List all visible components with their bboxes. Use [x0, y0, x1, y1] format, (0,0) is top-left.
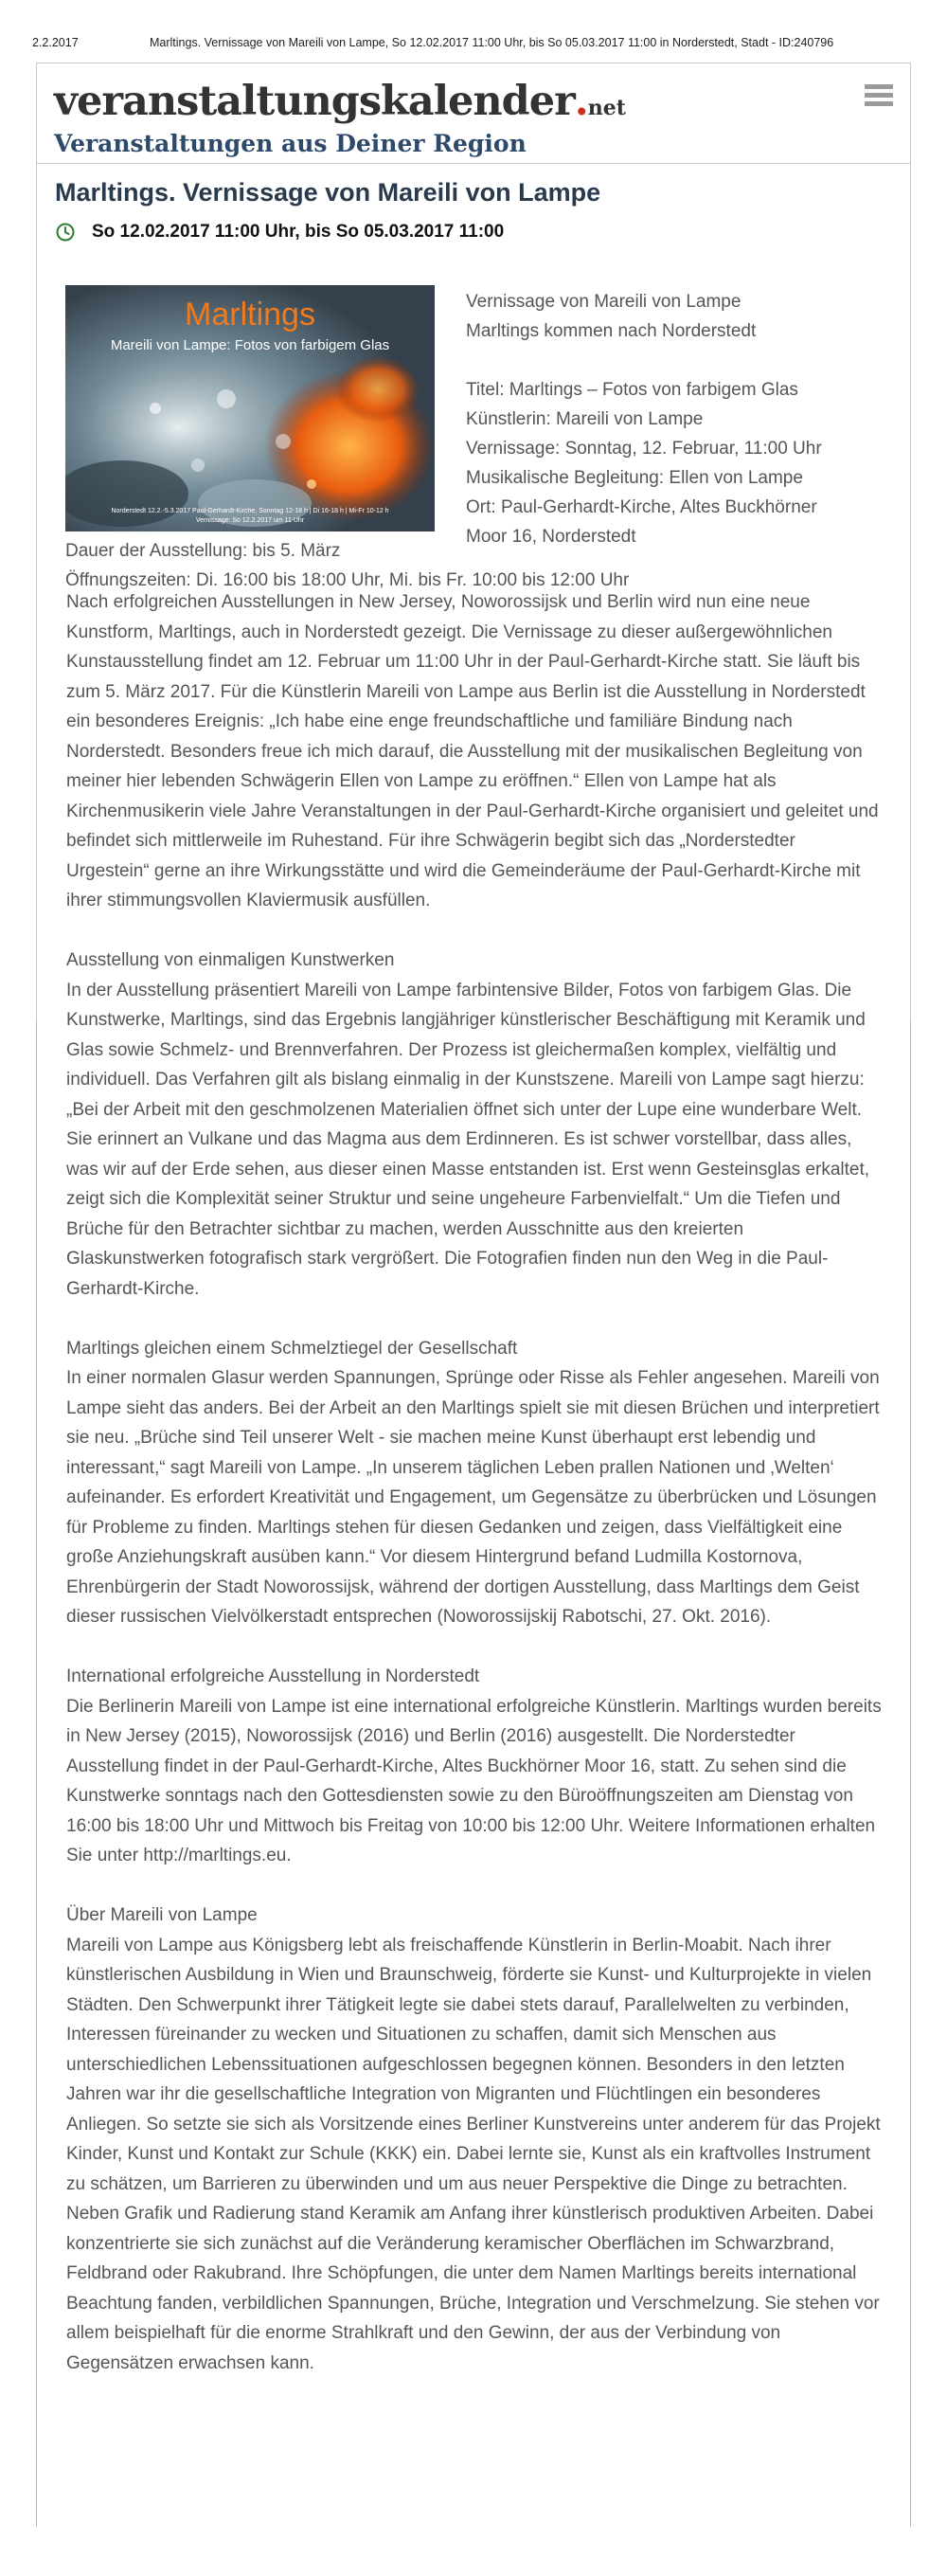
poster-headline: Marltings: [185, 297, 315, 333]
description-paragraph: Nach erfolgreichen Ausstellungen in New Jersey, Noworossijsk und Berlin wird nun eine neue Kunstform, Marltings, auch in Norderstedt gezeigt. Die Vernissage zu dieser außergewöhnlichen Kunstausstellung findet am 12. Februar um 11:00 Uhr in der Paul-Gerhardt-Kirche statt. Sie läuft bis zum 5. März 2017. Für die Künstlerin Mareili von Lampe aus Berlin ist die Ausstellung in Norderstedt ein besonderes Ereignis: „Ich habe eine enge freundschaftliche und familiäre Bindung nach Norderstedt. Besonders freue ich mich darauf, die Ausstellung mit der musikalischen Begleitung von meiner hier lebenden Schwägerin Ellen von Lampe zu eröffnen.“ Ellen von Lampe hat als Kirchenmusikerin viele Jahre Veranstaltungen in der Paul-Gerhardt-Kirche organisiert und geleitet und befindet sich mittlerweile im Ruhestand. Für ihre Schwägerin begibt sich das „Norderstedter Urgestein“ gerne an ihre Wirkungsstätte und wird die Gemeinderäume der Paul-Gerhardt-Kirche mit ihrer stimmungsvollen Klaviermusik ausfüllen.: [66, 592, 879, 910]
right-rail: [910, 1018, 911, 2527]
event-description: [66, 587, 883, 2408]
event-schedule: [65, 536, 629, 595]
exhibition-duration: Dauer der Ausstellung: bis 5. März: [65, 541, 341, 561]
intro-line: Künstlerin: Mareili von Lampe: [466, 409, 704, 429]
logo-tld: net: [587, 96, 626, 120]
print-title: Marltings. Vernissage von Mareili von Lampe, So 12.02.2017 11:00 Uhr, bis So 05.03.2017 11:00 in Norderstedt, Stadt - ID:240796: [150, 36, 834, 49]
description-paragraph: In einer normalen Glasur werden Spannungen, Sprünge oder Risse als Fehler angesehen. Mareili von Lampe sieht das anders. Bei der Arbeit an den Marltings spielt sie mit diesen Brüchen und interpretiert sie neu. „Brüche sind Teil unserer Welt - sie machen meine Kunst überhaupt erst lebendig und interessant,“ sagt Mareili von Lampe. „In unserem täglichen Leben prallen Nationen und ‚Welten‘ aufeinander. Es erfordert Kreativität und Engagement, um Gegensätze zu überbrücken und Lösungen für Probleme zu finden. Marltings stehen für diesen Gedanken und zeigen, dass Vielfältigkeit eine große Anziehungskraft ausüben kann.“ Vor diesem Hintergrund befand Ludmilla Kostornova, Ehrenbürgerin der Stadt Noworossijsk, während der dortigen Ausstellung, dass Marltings dem Geist dieser russischen Vielvölkerstadt entsprechen (Noworossijskij Rabotschi, 27. Okt. 2016).: [66, 1368, 880, 1627]
logo-main-text: veranstaltungskalender: [54, 78, 575, 125]
poster-footer-2: Vernissage: So 12.2.2017 um 11 Uhr: [195, 517, 305, 524]
intro-line: Ort: Paul-Gerhardt-Kirche, Altes Buckhörner: [466, 497, 817, 517]
intro-line: Vernissage von Mareili von Lampe: [466, 292, 742, 312]
event-intro: [466, 287, 902, 551]
clock-icon: [56, 223, 75, 242]
section-heading: Über Mareili von Lampe: [66, 1905, 258, 1925]
site-header: [37, 63, 910, 164]
intro-line: Vernissage: Sonntag, 12. Februar, 11:00 Uhr: [466, 439, 822, 459]
logo-tagline: Veranstaltungen aus Deiner Region: [54, 130, 527, 157]
intro-line: Musikalische Begleitung: Ellen von Lampe: [466, 468, 803, 488]
event-date-row: [56, 222, 504, 243]
section-heading: International erfolgreiche Ausstellung in Norderstedt: [66, 1666, 480, 1686]
intro-line: Titel: Marltings – Fotos von farbigem Glas: [466, 380, 798, 400]
intro-line: Moor 16, Norderstedt: [466, 527, 636, 547]
event-poster-image: [65, 285, 435, 531]
hamburger-menu-icon[interactable]: [865, 84, 893, 109]
logo-dot: .: [574, 78, 588, 125]
left-rail: [36, 1018, 37, 2527]
print-date: 2.2.2017: [32, 36, 79, 49]
print-header: [32, 36, 915, 55]
logo-wordmark: [54, 79, 626, 131]
page-title: Marltings. Vernissage von Mareili von Lampe: [55, 178, 601, 207]
site-logo[interactable]: [54, 79, 626, 157]
description-paragraph: Die Berlinerin Mareili von Lampe ist eine international erfolgreiche Künstlerin. Marltings wurden bereits in New Jersey (2015), Noworossijsk (2016) und Berlin (2016) ausgestellt. Die Norderstedter Ausstellung findet in der Paul-Gerhardt-Kirche, Altes Buckhörner Moor 16, statt. Zu sehen sind die Kunstwerke sonntags nach den Gottesdiensten sowie zu den Büroöffnungszeiten am Dienstag von 16:00 bis 18:00 Uhr und Mittwoch bis Freitag von 10:00 bis 12:00 Uhr. Weitere Informationen erhalten Sie unter http://marltings.eu.: [66, 1696, 882, 1865]
opening-hours: Öffnungszeiten: Di. 16:00 bis 18:00 Uhr, Mi. bis Fr. 10:00 bis 12:00 Uhr: [65, 570, 630, 590]
section-heading: Ausstellung von einmaligen Kunstwerken: [66, 950, 395, 970]
poster-subline: Mareili von Lampe: Fotos von farbigem Glas: [110, 337, 390, 353]
poster-artwork: [65, 285, 435, 531]
description-paragraph: Mareili von Lampe aus Königsberg lebt als freischaffende Künstlerin in Berlin-Moabit. Nach ihrer künstlerischen Ausbildung in Wien und Braunschweig, förderte sie Kunst- und Kulturprojekte in vielen Städten. Den Schwerpunkt ihrer Tätigkeit legte sie dabei stets darauf, Parallelwelten zu verbinden, Interessen füreinander zu wecken und Situationen zu schaffen, damit sich Menschen aus unterschiedlichen Lebenssituationen aufgeschlossen begegnen können. Besonders in den letzten Jahren war ihr die gesellschaftliche Integration von Migranten und Flüchtlingen ein besonderes Anliegen. So setzte sie sich als Vorsitzende eines Berliner Kunstvereins unter anderem für das Projekt Kinder, Kunst und Kontakt zur Schule (KKK) ein. Dabei lernte sie, Kunst als ein kraftvolles Instrument zu schätzen, um Barrieren zu überwinden und um aus neuer Perspektive die Dinge zu betrachten. Neben Grafik und Radierung stand Keramik am Anfang ihrer künstlerisch produktiven Arbeiten. Dabei konzentrierte sie sich zunächst auf die Veränderung keramischer Oberflächen im Schwarzbrand, Feldbrand oder Rakubrand. Ihre Schöpfungen, die unter dem Namen Marltings bereits international Beachtung fanden, verbildlichen Spannungen, Brüche, Integration und Verschmelzung. Sie stehen vor allem beispielhaft für die enorme Strahlkraft und den Gewinn, der aus der Verbindung von Gegensätzen erwachsen kann.: [66, 1935, 881, 2373]
section-heading: Marltings gleichen einem Schmelztiegel der Gesellschaft: [66, 1338, 518, 1359]
poster-footer-1: Norderstedt 12.2.-5.3.2017 Paul-Gerhardt-Kirche, Sonntag 12-18 h | Di 16-18 h | Mi-Fr 10-12 h: [111, 508, 389, 514]
intro-line: Marltings kommen nach Norderstedt: [466, 321, 757, 341]
event-date: So 12.02.2017 11:00 Uhr, bis So 05.03.2017 11:00: [92, 222, 505, 242]
description-paragraph: In der Ausstellung präsentiert Mareili von Lampe farbintensive Bilder, Fotos von farbigem Glas. Die Kunstwerke, Marltings, sind das Ergebnis langjähriger künstlerischer Beschäftigung mit Keramik und Glas sowie Schmelz- und Brennverfahren. Der Prozess ist gleichermaßen komplex, vielfältig und individuell. Das Verfahren gilt als bislang einmalig in der Kunstszene. Mareili von Lampe sagt hierzu: „Bei der Arbeit mit den geschmolzenen Materialien öffnet sich unter der Lupe eine wunderbare Welt. Sie erinnert an Vulkane und das Magma aus dem Erdinneren. Es ist schwer vorstellbar, dass alles, was wir auf der Erde sehen, aus dieser einen Masse entstanden ist. Erst wenn Gesteinsglas erkaltet, zeigt sich die Komplexität seiner Struktur und seine ungeheure Farbenvielfalt.“ Um die Tiefen und Brüche für den Betrachter sichtbar zu machen, werden Ausschnitte aus den kreierten Glaskunstwerken fotografisch stark vergrößert. Die Fotografien finden nun den Weg in die Paul-Gerhardt-Kirche.: [66, 980, 870, 1299]
